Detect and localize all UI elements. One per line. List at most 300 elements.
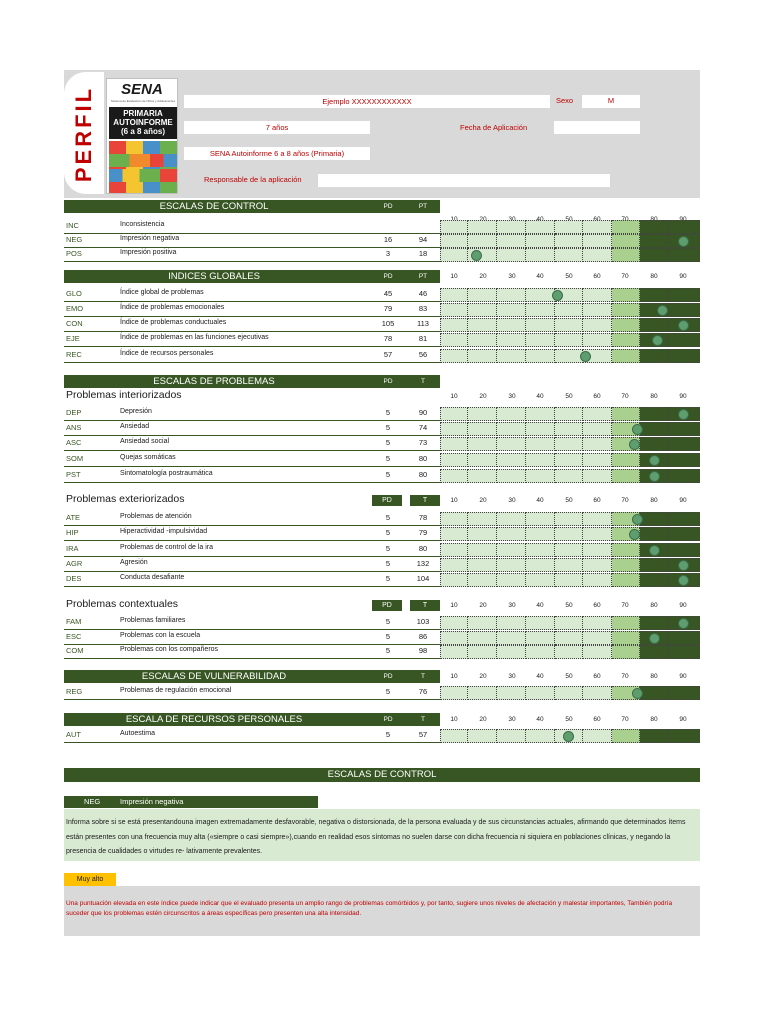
perfil-tab: PERFIL [64,72,104,194]
scale-tick-label: 60 [593,393,601,400]
score-band-cell [497,686,526,700]
score-band-cell [640,512,668,526]
section-header [64,270,440,283]
score-band-cell [583,573,612,587]
scale-tick-label: 80 [650,497,658,504]
scale-t-value: 90 [418,408,428,417]
col-pd-header: PD [383,203,393,210]
score-grid-row [440,407,700,421]
scale-tick-label: 20 [479,393,487,400]
cover-title-box: PRIMARIA AUTOINFORME (6 a 8 años) [109,107,177,139]
score-band-cell [583,558,612,572]
score-band-cell [526,573,555,587]
scale-tick-label: 10 [450,673,458,680]
scale-tick-label: 90 [679,716,687,723]
score-band-cell [555,527,583,541]
score-marker [649,455,660,466]
score-marker [678,560,689,571]
scale-tick-label: 60 [593,273,601,280]
score-band-cell [668,527,700,541]
score-band-cell [640,558,668,572]
score-band-cell [468,573,497,587]
score-band-cell [497,469,526,483]
score-band-cell [440,573,468,587]
score-band-cell [640,616,668,630]
score-band-cell [440,686,468,700]
score-marker [563,731,574,742]
test-field[interactable]: SENA Autoinforme 6 a 8 años (Primaria) [184,147,370,160]
scale-pd-value: 5 [385,454,391,463]
scale-tick-label: 60 [593,673,601,680]
score-band-cell [555,512,583,526]
score-band-cell [583,645,612,659]
score-band-cell [640,527,668,541]
score-band-cell [440,543,468,557]
score-band-cell [612,631,640,645]
scale-t-value: 80 [418,454,428,463]
scale-name: Problemas familiares [120,617,186,624]
detail-scale-name: Impresión negativa [120,797,184,806]
score-band-cell [668,288,700,302]
score-band-cell [640,349,668,363]
section-header [64,200,440,213]
score-grid-row [440,453,700,467]
score-band-cell [526,318,555,332]
score-band-cell [440,407,468,421]
scale-tick-label: 60 [593,602,601,609]
scale-name: Índice global de problemas [120,289,204,296]
scale-code: IRA [66,544,79,553]
score-band-cell [497,527,526,541]
score-band-cell [440,645,468,659]
score-marker [632,688,643,699]
score-band-cell [468,234,497,248]
scale-tick-label: 20 [479,673,487,680]
col-t-header: T [421,378,425,385]
row-divider [64,629,440,630]
row-divider [64,540,440,541]
score-band-cell [468,220,497,234]
section-title: ESCALA DE RECURSOS PERSONALES [125,714,303,725]
score-band-cell [640,248,668,262]
name-field[interactable]: Ejemplo XXXXXXXXXXXX [184,95,550,108]
scale-code: INC [66,221,79,230]
score-band-cell [468,512,497,526]
score-band-cell [468,318,497,332]
scale-t-value: 73 [418,438,428,447]
score-band-cell [583,453,612,467]
scale-tick-label: 90 [679,497,687,504]
row-divider [64,331,440,332]
row-divider [64,247,440,248]
score-band-cell [555,318,583,332]
scale-code: SOM [66,454,84,463]
scale-tick-label: 30 [508,673,516,680]
score-band-cell [468,686,497,700]
score-band-cell [583,527,612,541]
scale-name: Índice de problemas conductuales [120,319,227,326]
score-band-cell [440,631,468,645]
col-pd-header: PD [383,378,393,385]
score-band-cell [497,543,526,557]
score-marker [649,471,660,482]
score-band-cell [497,512,526,526]
scale-tick-label: 50 [565,602,573,609]
score-grid-row [440,422,700,436]
col-t-header: T [410,600,440,611]
scale-tick-label: 70 [621,497,629,504]
row-divider [64,699,440,700]
date-field[interactable] [554,121,640,134]
col-t-header: T [410,495,440,506]
score-band-cell [583,303,612,317]
score-band-cell [526,512,555,526]
score-grid-row [440,288,700,302]
scale-pd-value: 5 [385,559,391,568]
scale-name: Problemas de regulación emocional [120,687,232,694]
score-band-cell [526,234,555,248]
scale-t-value: 113 [417,319,429,328]
score-marker [652,335,663,346]
score-band-cell [440,616,468,630]
scale-pd-value: 5 [385,513,391,522]
score-grid-row [440,573,700,587]
score-band-cell [526,437,555,451]
score-band-cell [440,453,468,467]
scale-tick-label: 10 [450,602,458,609]
score-band-cell [468,543,497,557]
score-band-cell [526,422,555,436]
scale-name: Sintomatología postraumática [120,470,213,477]
section-title: ESCALAS DE CONTROL [159,201,269,212]
scale-t-value: 76 [418,687,428,696]
score-grid-row [440,349,700,363]
score-marker [580,351,591,362]
row-divider [64,233,440,234]
score-band-cell [440,558,468,572]
test-cover-image: SENA Sistema de Evaluación de Niños y Adolescentes PRIMARIA AUTOINFORME (6 a 8 años) [106,78,178,194]
col-t-header: PT [418,203,428,210]
score-band-cell [583,616,612,630]
scale-code: ASC [66,438,82,447]
scale-t-value: 46 [418,289,428,298]
score-band-cell [497,220,526,234]
score-band-cell [497,303,526,317]
scale-pd-value: 16 [383,235,393,244]
scale-tick-label: 20 [479,497,487,504]
scale-t-value: 78 [418,513,428,522]
score-band-cell [640,220,668,234]
score-band-cell [555,645,583,659]
scale-tick-label: 50 [565,673,573,680]
row-divider [64,362,440,363]
scale-tick-label: 10 [450,497,458,504]
score-band-cell [526,631,555,645]
scale-name: Quejas somáticas [120,454,176,461]
scale-pd-value: 57 [383,350,393,359]
score-marker [632,514,643,525]
scale-code: COM [66,646,84,655]
score-marker [629,439,640,450]
scale-pd-value: 5 [385,574,391,583]
score-grid-row [440,543,700,557]
scale-pd-value: 79 [383,304,393,313]
score-band-cell [555,543,583,557]
col-pd-header: PD [372,600,402,611]
scale-tick-label: 90 [679,273,687,280]
score-band-cell [583,631,612,645]
scale-code: NEG [66,235,83,244]
score-band-cell [640,729,668,743]
score-band-cell [440,422,468,436]
scale-t-value: 83 [418,304,428,313]
score-band-cell [668,303,700,317]
scale-tick-label: 50 [565,716,573,723]
scale-t-value: 74 [418,423,428,432]
row-divider [64,556,440,557]
scale-name: Agresión [120,559,148,566]
section-title: ESCALAS DE VULNERABILIDAD [141,671,287,682]
score-band-cell [583,333,612,347]
scale-code: ESC [66,632,82,641]
responsible-field[interactable] [318,174,610,187]
score-band-cell [440,333,468,347]
row-divider [64,420,440,421]
score-marker [678,236,689,247]
scale-pd-value: 5 [385,617,391,626]
score-marker [552,290,563,301]
scale-code: REC [66,350,82,359]
scale-name: Autoestima [120,730,156,737]
scale-tick-label: 40 [536,273,544,280]
row-divider [64,466,440,467]
score-band-cell [468,422,497,436]
score-band-cell [440,248,468,262]
score-band-cell [468,349,497,363]
score-band-cell [640,645,668,659]
score-band-cell [555,220,583,234]
score-band-cell [583,220,612,234]
level-badge: Muy alto [64,873,116,886]
score-marker [678,618,689,629]
score-band-cell [468,407,497,421]
detail-scale-code: NEG [84,797,101,806]
score-band-cell [468,645,497,659]
score-band-cell [555,248,583,262]
score-band-cell [526,469,555,483]
score-band-cell [555,573,583,587]
score-band-cell [555,469,583,483]
score-band-cell [555,234,583,248]
score-band-cell [497,616,526,630]
row-divider [64,261,440,262]
score-band-cell [497,422,526,436]
score-band-cell [440,288,468,302]
score-marker [678,575,689,586]
score-band-cell [526,333,555,347]
col-pd-header: PD [383,273,393,280]
scale-tick-label: 80 [650,273,658,280]
score-band-cell [640,234,668,248]
scale-name: Problemas con la escuela [120,632,201,639]
score-band-cell [555,422,583,436]
scale-description: Informa sobre si se está presentandouna imagen extremadamente desfavorable, negativa o distorsionada, de la persona evaluada y de sus circunstancias actuales, afirmando que determinados ítems están presentes con una frecuencia muy alta («siempre o casi siempre»),cuando en realidad esos síntomas no suelen darse con dicha frecuencia ni siquiera en poblaciones clínicas, y negando la presencia de cualidades o virtudes re- lativamente prevalentes. [64,809,700,861]
score-band-cell [612,645,640,659]
row-divider [64,571,440,572]
col-pd-header: PD [383,716,393,723]
score-grid-row [440,527,700,541]
score-band-cell [640,573,668,587]
score-band-cell [526,288,555,302]
scale-code: ATE [66,513,81,522]
row-divider [64,346,440,347]
col-t-header: T [421,716,425,723]
score-band-cell [440,729,468,743]
scale-code: GLO [66,289,82,298]
score-band-cell [612,318,640,332]
score-band-cell [497,631,526,645]
score-band-cell [497,407,526,421]
score-band-cell [583,512,612,526]
score-band-cell [497,645,526,659]
scale-pd-value: 3 [385,249,391,258]
score-grid-row [440,616,700,630]
scale-tick-label: 40 [536,497,544,504]
subsection-title: Problemas exteriorizados [66,493,185,505]
scale-name: Problemas de control de la ira [120,544,213,551]
scale-tick-label: 90 [679,673,687,680]
scale-pd-value: 5 [385,408,391,417]
row-divider [64,644,440,645]
score-grid-row [440,437,700,451]
score-band-cell [640,686,668,700]
score-band-cell [668,645,700,659]
scale-code: FAM [66,617,82,626]
score-band-cell [612,288,640,302]
score-band-cell [440,469,468,483]
score-band-cell [640,437,668,451]
scale-name: Problemas con los compañeros [120,646,219,653]
score-marker [471,250,482,261]
scale-tick-label: 10 [450,393,458,400]
row-divider [64,586,440,587]
score-band-cell [555,437,583,451]
scale-code: ANS [66,423,82,432]
scale-code: CON [66,319,83,328]
scale-code: HIP [66,528,79,537]
scale-tick-label: 70 [621,393,629,400]
scale-tick-label: 20 [479,602,487,609]
scale-tick-label: 10 [450,716,458,723]
score-band-cell [612,616,640,630]
row-divider [64,435,440,436]
scale-name: Ansiedad social [120,438,170,445]
score-band-cell [583,686,612,700]
score-marker [649,633,660,644]
cover-bricks-graphic [109,141,177,193]
section-header [64,670,440,683]
score-band-cell [468,631,497,645]
row-divider [64,301,440,302]
score-band-cell [668,469,700,483]
date-label: Fecha de Aplicación [460,123,528,132]
scale-name: Impresión positiva [120,249,177,256]
score-band-cell [555,453,583,467]
score-band-cell [497,333,526,347]
score-band-cell [526,248,555,262]
score-band-cell [497,288,526,302]
scale-tick-label: 30 [508,602,516,609]
scale-name: Inconsistencia [120,221,165,228]
scale-name: Conducta desafiante [120,574,185,581]
subsection-title: Problemas interiorizados [66,389,182,401]
score-marker [678,320,689,331]
scale-t-value: 79 [418,528,428,537]
scale-pd-value: 5 [385,470,391,479]
scale-tick-label: 70 [621,273,629,280]
section-header [64,375,440,388]
score-band-cell [668,512,700,526]
score-band-cell [555,407,583,421]
scale-t-value: 104 [416,574,430,583]
col-t-header: PT [418,273,428,280]
score-band-cell [555,631,583,645]
scale-t-value: 86 [418,632,428,641]
score-band-cell [668,220,700,234]
scale-tick-label: 50 [565,393,573,400]
scale-tick-label: 40 [536,393,544,400]
score-grid-row [440,220,700,234]
score-band-cell [526,729,555,743]
scale-pd-value: 5 [385,730,391,739]
score-band-cell [468,616,497,630]
score-band-cell [640,407,668,421]
score-band-cell [526,616,555,630]
sex-field[interactable]: M [582,95,640,108]
scale-name: Índice de problemas emocionales [120,304,225,311]
score-band-cell [526,543,555,557]
scale-t-value: 98 [418,646,428,655]
score-band-cell [440,303,468,317]
score-band-cell [440,234,468,248]
row-divider [64,525,440,526]
score-band-cell [668,349,700,363]
score-band-cell [440,527,468,541]
scale-tick-label: 90 [679,602,687,609]
score-band-cell [668,631,700,645]
scale-t-value: 81 [418,334,428,343]
score-band-cell [468,729,497,743]
score-band-cell [468,303,497,317]
detail-section-title: ESCALAS DE CONTROL [64,768,700,782]
score-band-cell [612,220,640,234]
score-band-cell [468,558,497,572]
score-band-cell [612,729,640,743]
detail-scale-bar [64,796,318,808]
score-band-cell [497,318,526,332]
scale-name: Hiperactividad -impulsividad [120,528,208,535]
scale-name: Depresión [120,408,152,415]
score-band-cell [526,303,555,317]
score-band-cell [612,248,640,262]
score-band-cell [583,469,612,483]
age-field[interactable]: 7 años [184,121,370,134]
scale-name: Problemas de atención [120,513,192,520]
section-title: ESCALAS DE PROBLEMAS [153,376,275,387]
score-band-cell [583,234,612,248]
scale-pd-value: 5 [385,646,391,655]
score-band-cell [668,686,700,700]
